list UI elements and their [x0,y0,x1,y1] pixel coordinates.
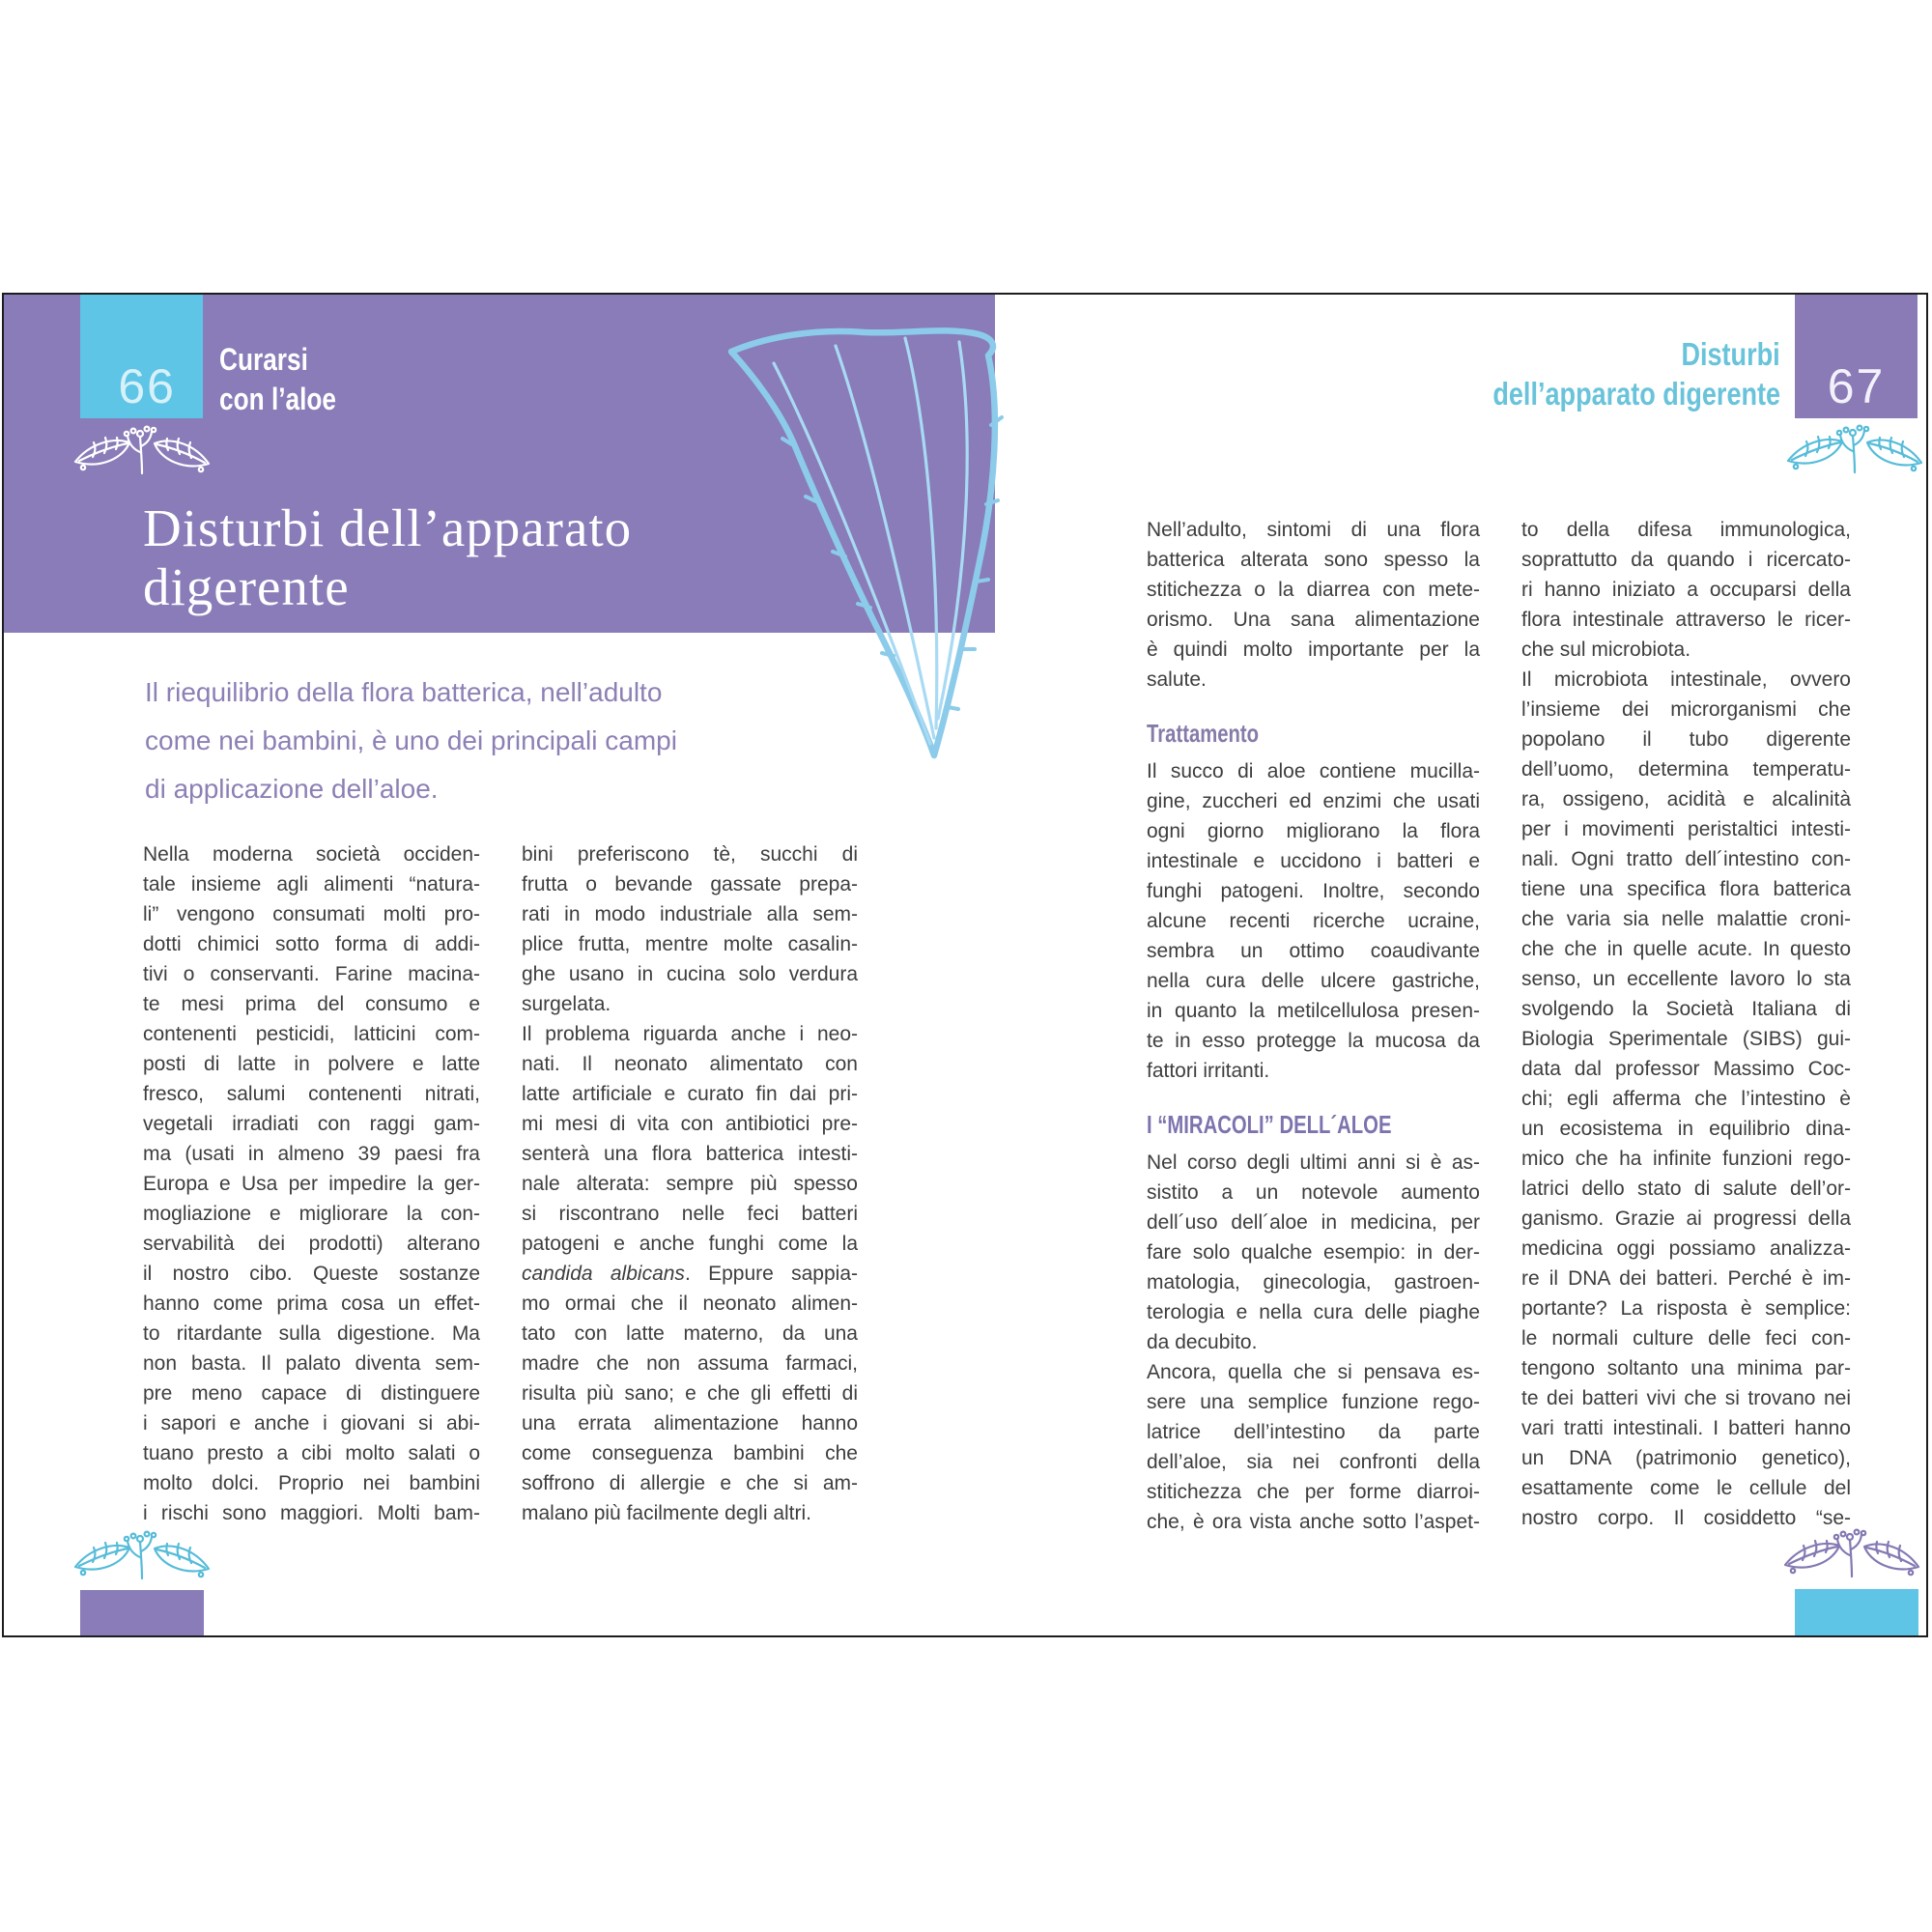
body-text-line: frutta o bevande gassate prepa- [522,873,858,895]
body-text-line: ogni giorno migliorano la flora [1147,820,1480,842]
body-text-line: ma (usati in almeno 39 paesi fra [143,1143,480,1165]
body-text-line: per i movimenti peristaltici intesti- [1521,818,1851,840]
body-text-line: da decubito. [1147,1331,1258,1353]
body-text-line: patogeni e anche funghi come la [522,1233,858,1255]
body-text-line: non basta. Il palato diventa sem- [143,1352,480,1375]
body-text-line: posti di latte in polvere e latte [143,1053,480,1075]
body-text-line: che sul microbiota. [1521,639,1691,661]
body-text-line: te mesi prima del consumo e [143,993,480,1015]
body-text-line: malano più facilmente degli altri. [522,1502,811,1524]
intro-line: di applicazione dell’aloe. [145,774,439,804]
body-text-line: nale alterata: sempre più spesso [522,1173,858,1195]
body-text-line: gine, zuccheri ed enzimi che usati [1147,790,1480,812]
body-text-line: fresco, salumi contenenti nitrati, [143,1083,480,1105]
section-subhead: I “MIRACOLI” DELL´ALOE [1147,1110,1392,1139]
intro-line: come nei bambini, è uno dei principali campi [145,725,677,755]
body-text-line: latrici dello stato di salute dell’or- [1521,1178,1851,1200]
body-text-line: fare solo qualche esempio: in der- [1147,1241,1480,1264]
body-text-line: sembra un ottimo coaudivante [1147,940,1480,962]
left-page-column-1 [143,839,480,1528]
body-text-line: pre meno capace di distinguere [143,1382,480,1405]
body-text-line: tivi o conservanti. Farine macina- [143,963,480,985]
running-head-line2: dell’apparato digerente [1492,376,1780,412]
body-text-line: te dei batteri vivi che si trovano nei [1521,1387,1851,1409]
body-text-line: Biologia Sperimentale (SIBS) gui- [1521,1028,1851,1050]
body-text-line: flora intestinale attraverso le ricer- [1521,609,1851,631]
body-text-line: surgelata. [522,993,611,1015]
body-text-line: popolano il tubo digerente [1521,728,1851,751]
body-text-line: tengono soltanto una minima par- [1521,1357,1851,1379]
body-text-line: un ecosistema in equilibrio dina- [1521,1118,1851,1140]
body-text-line: che varia sia nelle malattie croni- [1521,908,1851,930]
body-text-line: salute. [1147,668,1207,691]
body-text-line: si riscontrano nelle feci batteri [522,1203,858,1225]
body-text-line: portante? La risposta è semplice: [1521,1297,1851,1320]
body-text-line: Il succo di aloe contiene mucilla- [1147,760,1480,782]
page-number-right: 67 [1827,359,1886,413]
body-text-line: Nella moderna società occiden- [143,843,480,866]
body-text-line: l’insieme dei microrganismi che [1521,698,1851,721]
right-page-column-2 [1521,515,1851,1533]
body-text-line: to ritardante sulla digestione. Ma [143,1322,480,1345]
body-text-line: vari tratti intestinali. I batteri hanno [1521,1417,1851,1439]
body-text-line: soffrono di allergie e che si am- [522,1472,858,1494]
body-text-line: mico che ha infinite funzioni rego- [1521,1148,1851,1170]
body-text-line: tiene una specifica flora batterica [1521,878,1851,900]
body-text-line: un DNA (patrimonio genetico), [1521,1447,1851,1469]
right-page-column-1 [1147,515,1480,1537]
body-text-line: in quanto la metilcellulosa presen- [1147,1000,1480,1022]
section-subhead: Trattamento [1147,719,1260,748]
body-text-line: senterà una flora batterica intesti- [522,1143,858,1165]
body-text-line: senso, un eccellente lavoro lo sta [1521,968,1851,990]
body-text-line: è quindi molto importante per la [1147,639,1480,661]
body-text-line: come conseguenza bambini che [522,1442,858,1464]
body-text-line: bini preferiscono tè, succhi di [522,843,858,866]
body-text-line: tato con latte materno, da una [522,1322,858,1345]
left-page-column-2 [522,839,858,1528]
body-text-line: Europa e Usa per impedire la ger- [143,1173,480,1195]
body-text-line: stitichezza o la diarrea con mete- [1147,579,1480,601]
body-text-line: ganismo. Grazie ai progressi della [1521,1208,1851,1230]
body-text-line: molto dolci. Proprio nei bambini [143,1472,480,1494]
body-text-line: orismo. Una sana alimentazione [1147,609,1480,631]
footer-bar-left [80,1590,204,1635]
series-title-line2: con l’aloe [219,382,337,416]
leaf-spray-ornament-bottom-left [70,1528,214,1588]
body-text-line: Il problema riguarda anche i neo- [522,1023,858,1045]
body-text-line: una errata alimentazione hanno [522,1412,858,1435]
body-text-line: che, è ora vista anche sotto l’aspet- [1147,1511,1480,1533]
body-text-line: candida albicans. Eppure sappia- [522,1263,858,1285]
body-text-line: ri hanno iniziato a occuparsi della [1521,579,1851,601]
body-text-line: Ancora, quella che si pensava es- [1147,1361,1480,1383]
body-text-line: nali. Ogni tratto dell´intestino con- [1521,848,1851,870]
body-text-line: dell’aloe, sia nei confronti della [1147,1451,1480,1473]
body-text-line: alcune recenti ricerche ucraine, [1147,910,1480,932]
body-text-line: batterica alterata sono spesso la [1147,549,1480,571]
body-text-line: tuano presto a cibi molto salati o [143,1442,480,1464]
body-text-line: nella cura delle ulcere gastriche, [1147,970,1480,992]
body-text-line: mogliazione e migliorare la con- [143,1203,480,1225]
body-text-line: dell´uso dell´aloe in medicina, per [1147,1211,1480,1234]
body-text-line: fattori irritanti. [1147,1060,1270,1082]
body-text-line: re il DNA dei batteri. Perché è im- [1521,1267,1851,1290]
body-text-line: hanno come prima cosa un effet- [143,1293,480,1315]
chapter-title-line1: Disturbi dell’apparato [143,498,633,557]
leaf-spray-ornament-top-left [70,423,214,483]
body-text-line: che che in quelle acute. In questo [1521,938,1851,960]
body-text-line: i rischi sono maggiori. Molti bam- [143,1502,480,1524]
chapter-title-line2: digerente [143,557,350,616]
page-number-left: 66 [118,359,176,413]
series-title-line1: Curarsi [219,342,308,377]
intro-line: Il riequilibrio della flora batterica, nell’adulto [145,677,663,707]
body-text-line: mi mesi di vita con antibiotici pre- [522,1113,858,1135]
body-text-line: tale insieme agli alimenti “natura- [143,873,480,895]
body-text-line: ghe usano in cucina solo verdura [522,963,858,985]
chapter-title [143,498,632,616]
body-text-line: dotti chimici sotto forma di addi- [143,933,480,955]
body-text-line: plice frutta, mentre molte casalin- [522,933,858,955]
body-text-line: funghi patogeni. Inoltre, secondo [1147,880,1480,902]
body-text-line: madre che non assuma farmaci, [522,1352,858,1375]
body-text-line: sistito a un notevole aumento [1147,1181,1480,1204]
body-text-line: esattamente come le cellule del [1521,1477,1851,1499]
body-text-line: ra, ossigeno, acidità e alcalinità [1521,788,1851,810]
body-text-line: latrice dell’intestino da parte [1147,1421,1480,1443]
body-text-line: rati in modo industriale alla sem- [522,903,858,925]
body-text-line: data dal professor Massimo Coc- [1521,1058,1851,1080]
page-number-box-left [80,295,203,418]
series-title [219,340,362,419]
body-text-line: te in esso protegge la mucosa da [1147,1030,1480,1052]
body-text-line: mo ormai che il neonato alimen- [522,1293,858,1315]
running-head [1297,334,1780,413]
body-text-line: soprattutto da quando i ricercato- [1521,549,1851,571]
body-text-line: latte artificiale e curato fin dai pri- [522,1083,858,1105]
body-text-line: medicina oggi possiamo analizza- [1521,1237,1851,1260]
body-text-line: contenenti pesticidi, latticini com- [143,1023,480,1045]
body-text-line: sere una semplice funzione rego- [1147,1391,1480,1413]
body-text-line: svolgendo la Società Italiana di [1521,998,1851,1020]
body-text-line: to della difesa immunologica, [1521,519,1851,541]
body-text-line: dell’uomo, determina temperatu- [1521,758,1851,781]
body-text-line: stitichezza che per forme diarroi- [1147,1481,1480,1503]
body-text-line: nati. Il neonato alimentato con [522,1053,858,1075]
body-text-line: i sapori e anche i giovani si abi- [143,1412,480,1435]
body-text-line: Il microbiota intestinale, ovvero [1521,668,1851,691]
page-number-box-right [1795,295,1918,418]
body-text-line: servabilità dei prodotti) alterano [143,1233,480,1255]
body-text-line: vegetali irradiati con raggi gam- [143,1113,480,1135]
body-text-line: Nell’adulto, sintomi di una flora [1147,519,1480,541]
body-text-line: terologia e nella cura delle piaghe [1147,1301,1480,1323]
body-text-line: chi; egli afferma che l’intestino è [1521,1088,1851,1110]
running-head-line1: Disturbi [1681,336,1780,372]
body-text-line: intestinale e uccidono i batteri e [1147,850,1480,872]
leaf-spray-ornament-bottom-right [1779,1526,1924,1586]
body-text-line: il nostro cibo. Queste sostanze [143,1263,480,1285]
footer-bar-right [1795,1589,1918,1635]
body-text-line: matologia, ginecologia, gastroen- [1147,1271,1480,1293]
body-text-line: risulta più sano; e che gli effetti di [522,1382,858,1405]
body-text-line: Nel corso degli ultimi anni si è as- [1147,1151,1480,1174]
chapter-intro [145,668,763,813]
leaf-spray-ornament-top-right [1782,422,1927,482]
body-text-line: nostro corpo. Il cosiddetto “se- [1521,1507,1851,1529]
body-text-line: li” vengono consumati molti pro- [143,903,480,925]
body-text-line: le normali culture delle feci con- [1521,1327,1851,1350]
